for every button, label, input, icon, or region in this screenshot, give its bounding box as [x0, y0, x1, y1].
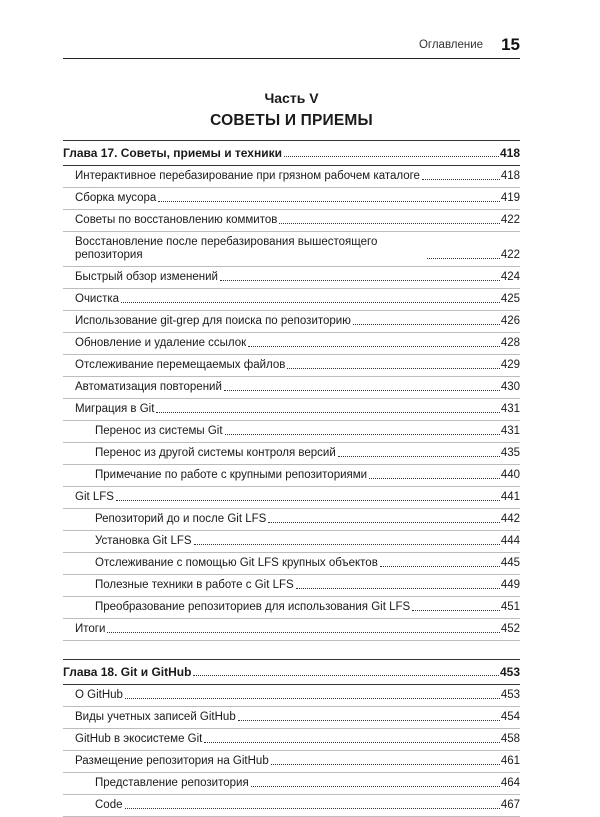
toc-entry[interactable]	[63, 232, 520, 267]
toc-entry[interactable]	[63, 487, 520, 509]
leader-dots	[296, 588, 500, 589]
toc-entry[interactable]	[63, 210, 520, 232]
toc-subentry[interactable]	[63, 531, 520, 553]
running-title: Оглавление	[418, 39, 484, 51]
toc-subentry[interactable]	[63, 597, 520, 619]
toc-entry-page: 444	[500, 535, 520, 547]
toc-entry-page: 419	[500, 192, 520, 204]
leader-dots	[156, 412, 499, 413]
toc-subentry[interactable]	[63, 443, 520, 465]
toc-entry-label: Git LFS	[75, 491, 114, 503]
toc-entry[interactable]	[63, 619, 520, 641]
toc-entry[interactable]	[63, 729, 520, 751]
toc-entry-label: Быстрый обзор изменений	[75, 271, 218, 283]
toc-entry-page: 422	[500, 214, 520, 226]
toc-entry-page: 464	[500, 777, 520, 789]
toc-entry-page: 451	[500, 601, 520, 613]
leader-dots	[279, 223, 499, 224]
part-title: СОВЕТЫ И ПРИЕМЫ	[210, 112, 373, 129]
toc-entry-page: 458	[500, 733, 520, 745]
leader-dots	[251, 786, 500, 787]
toc-entry-label: Code	[95, 799, 123, 811]
toc-entry-label: Интерактивное перебазирование при грязном рабочем каталоге	[75, 170, 420, 182]
toc-entry-label: Установка Git LFS	[95, 535, 192, 547]
leader-dots	[238, 720, 500, 721]
toc-entry-page: 418	[500, 170, 520, 182]
toc-entry-page: 429	[500, 359, 520, 371]
toc-entry-label: Восстановление после перебазирования вышестоящего репозитория	[75, 236, 378, 261]
toc-subentry[interactable]	[63, 773, 520, 795]
toc-entry-label: Отслеживание с помощью Git LFS крупных объектов	[95, 557, 378, 569]
toc-entry[interactable]	[63, 333, 520, 355]
leader-dots	[107, 632, 499, 633]
toc-entry-page: 431	[500, 403, 520, 415]
leader-dots	[412, 610, 500, 611]
leader-dots	[422, 179, 500, 180]
toc-entry-page: 428	[500, 337, 520, 349]
toc-entry-label: Очистка	[75, 293, 120, 305]
table-of-contents	[63, 140, 520, 817]
toc-entry[interactable]	[63, 355, 520, 377]
toc-entry-page: 435	[500, 447, 520, 459]
leader-dots	[125, 698, 500, 699]
toc-entry-label: Отслеживание перемещаемых файлов	[75, 359, 286, 371]
toc-entry-label: Полезные техники в работе с Git LFS	[95, 579, 294, 591]
toc-subentry[interactable]	[63, 795, 520, 817]
toc-entry[interactable]	[63, 166, 520, 188]
chapter-page: 418	[499, 146, 520, 160]
toc-entry[interactable]	[63, 377, 520, 399]
toc-entry-page: 467	[500, 799, 520, 811]
leader-dots	[225, 434, 500, 435]
toc-entry[interactable]	[63, 188, 520, 210]
leader-dots	[204, 742, 499, 743]
page-number: 15	[501, 35, 520, 54]
toc-entry-page: 453	[500, 689, 520, 701]
leader-dots	[248, 346, 500, 347]
toc-entry[interactable]	[63, 685, 520, 707]
toc-entry-label: Использование git-grep для поиска по репозиторию	[75, 315, 351, 327]
leader-dots	[369, 478, 500, 479]
toc-entry-label: GitHub в экосистеме Git	[75, 733, 203, 745]
toc-entry-label: Размещение репозитория на GitHub	[75, 755, 269, 767]
toc-entry-page: 442	[500, 513, 520, 525]
toc-entry-page: 452	[500, 623, 520, 635]
chapter-title: Глава 18. Git и GitHub	[63, 665, 192, 679]
chapter-page: 453	[499, 665, 520, 679]
chapter-title: Глава 17. Советы, приемы и техники	[63, 146, 282, 160]
toc-entry-label: Миграция в Git	[75, 403, 155, 415]
leader-dots	[125, 808, 500, 809]
part-label: Часть V	[264, 90, 319, 106]
leader-dots	[427, 258, 500, 259]
leader-dots	[158, 201, 500, 202]
leader-dots	[193, 675, 499, 676]
toc-entry-page: 426	[500, 315, 520, 327]
toc-entry-page: 449	[500, 579, 520, 591]
leader-dots	[220, 280, 500, 281]
toc-entry-page: 422	[500, 249, 520, 261]
chapter-17-heading[interactable]	[63, 140, 520, 166]
toc-entry[interactable]	[63, 267, 520, 289]
toc-subentry[interactable]	[63, 465, 520, 487]
toc-entry-label: Обновление и удаление ссылок	[75, 337, 247, 349]
toc-entry-label: О GitHub	[75, 689, 123, 701]
toc-entry-label: Виды учетных записей GitHub	[75, 711, 236, 723]
page-header	[63, 32, 520, 59]
toc-subentry[interactable]	[63, 509, 520, 531]
toc-entry-label: Примечание по работе с крупными репозиториями	[95, 469, 368, 481]
toc-entry-page: 430	[500, 381, 520, 393]
toc-entry-page: 461	[500, 755, 520, 767]
toc-entry-page: 431	[500, 425, 520, 437]
toc-entry-page: 441	[500, 491, 520, 503]
toc-entry[interactable]	[63, 751, 520, 773]
toc-entry-label: Советы по восстановлению коммитов	[75, 214, 278, 226]
chapter-18-heading[interactable]	[63, 659, 520, 685]
toc-entry-label: Автоматизация повторений	[75, 381, 222, 393]
toc-entry[interactable]	[63, 399, 520, 421]
leader-dots	[194, 544, 500, 545]
toc-entry-page: 440	[500, 469, 520, 481]
toc-entry-page: 424	[500, 271, 520, 283]
leader-dots	[287, 368, 499, 369]
leader-dots	[380, 566, 500, 567]
leader-dots	[121, 302, 500, 303]
leader-dots	[268, 522, 500, 523]
toc-subentry[interactable]	[63, 575, 520, 597]
toc-entry-label: Перенос из системы Git	[95, 425, 223, 437]
toc-subentry[interactable]	[63, 421, 520, 443]
toc-entry-page: 445	[500, 557, 520, 569]
leader-dots	[224, 390, 500, 391]
chapter-spacer	[63, 641, 520, 659]
toc-entry-page: 454	[500, 711, 520, 723]
toc-entry-label: Репозиторий до и после Git LFS	[95, 513, 267, 525]
leader-dots	[271, 764, 500, 765]
leader-dots	[338, 456, 500, 457]
toc-entry[interactable]	[63, 707, 520, 729]
toc-entry-label: Представление репозитория	[95, 777, 249, 789]
toc-entry[interactable]	[63, 311, 520, 333]
toc-entry-label: Сборка мусора	[75, 192, 157, 204]
part-heading	[63, 90, 520, 130]
toc-subentry[interactable]	[63, 553, 520, 575]
leader-dots	[284, 156, 499, 157]
toc-entry[interactable]	[63, 289, 520, 311]
toc-entry-label: Перенос из другой системы контроля версий	[95, 447, 336, 459]
leader-dots	[353, 324, 500, 325]
leader-dots	[116, 500, 500, 501]
toc-entry-label: Итоги	[75, 623, 106, 635]
toc-entry-label: Преобразование репозиториев для использования Git LFS	[95, 601, 411, 613]
toc-entry-page: 425	[500, 293, 520, 305]
